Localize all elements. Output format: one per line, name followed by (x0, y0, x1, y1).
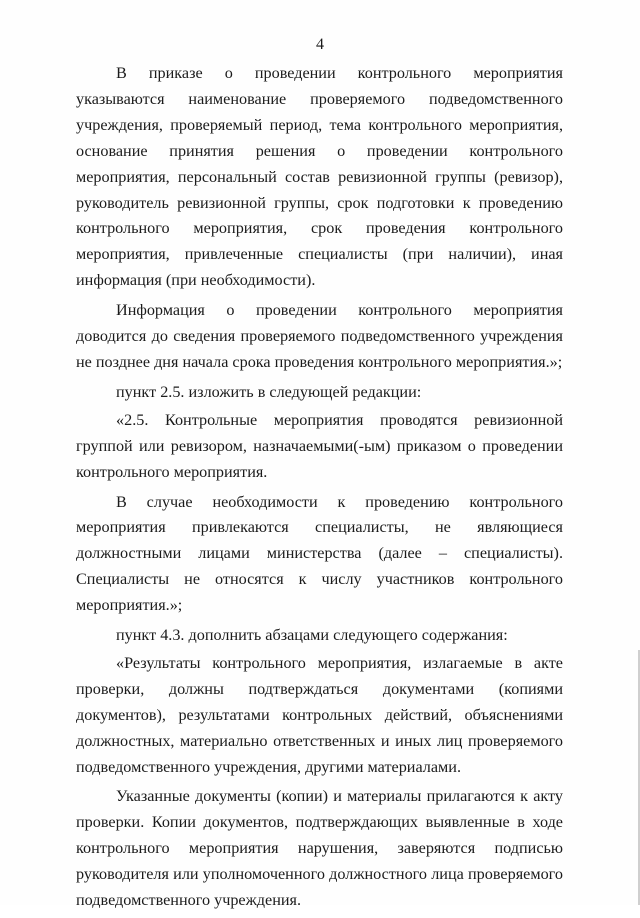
paragraph-specialists: В случае необходимости к проведению контрольного мероприятия привлекаются специалисты, не являющиеся должностными лицами министерства (далее – специалисты). Специалисты не относятся к числу участников контрольного мероприятия.»; (76, 492, 563, 615)
paragraph-amend-2-5: пункт 2.5. изложить в следующей редакции: (116, 382, 422, 401)
paragraph-attachments: Указанные документы (копии) и материалы прилагаются к акту проверки. Копии документов, подтверждающих выявленные в ходе контрольного мероприятия нарушения, заверяются подписью руководителя или уполномоченного должностного лица проверяемого подведомственного учреждения. (76, 787, 563, 910)
paragraph-amend-4-3: пункт 4.3. дополнить абзацами следующего содержания: (116, 626, 508, 645)
paragraph-clause-2-5: «2.5. Контрольные мероприятия проводятся ревизионной группой или ревизором, назначаемыми(-ым) приказом о проведении контрольного мероприятия. (76, 410, 563, 481)
page-number: 4 (316, 36, 324, 53)
paragraph-order-contents: В приказе о проведении контрольного мероприятия указываются наименование проверяемого подведомственного учреждения, проверяемый период, тема контрольного мероприятия, основание принятия решения о проведении контрольного мероприятия, персональный состав ревизионной группы (ревизор), руководитель ревизионной группы, срок подготовки к проведению контрольного мероприятия, срок проведения контрольного мероприятия, привлеченные специалисты (при наличии), иная информация (при необходимости). (76, 64, 563, 290)
document-body (76, 61, 563, 918)
paragraph-results: «Результаты контрольного мероприятия, излагаемые в акте проверки, должны подтверждаться документами (копиями документов), результатами контрольных действий, объяснениями должностных, материально ответственных и иных лиц проверяемого подведомственного учреждения, другими материалами. (76, 653, 563, 776)
paragraph-notification: Информация о проведении контрольного мероприятия доводится до сведения проверяемого подведомственного учреждения не позднее дня начала срока проведения контрольного мероприятия.»; (76, 301, 563, 371)
